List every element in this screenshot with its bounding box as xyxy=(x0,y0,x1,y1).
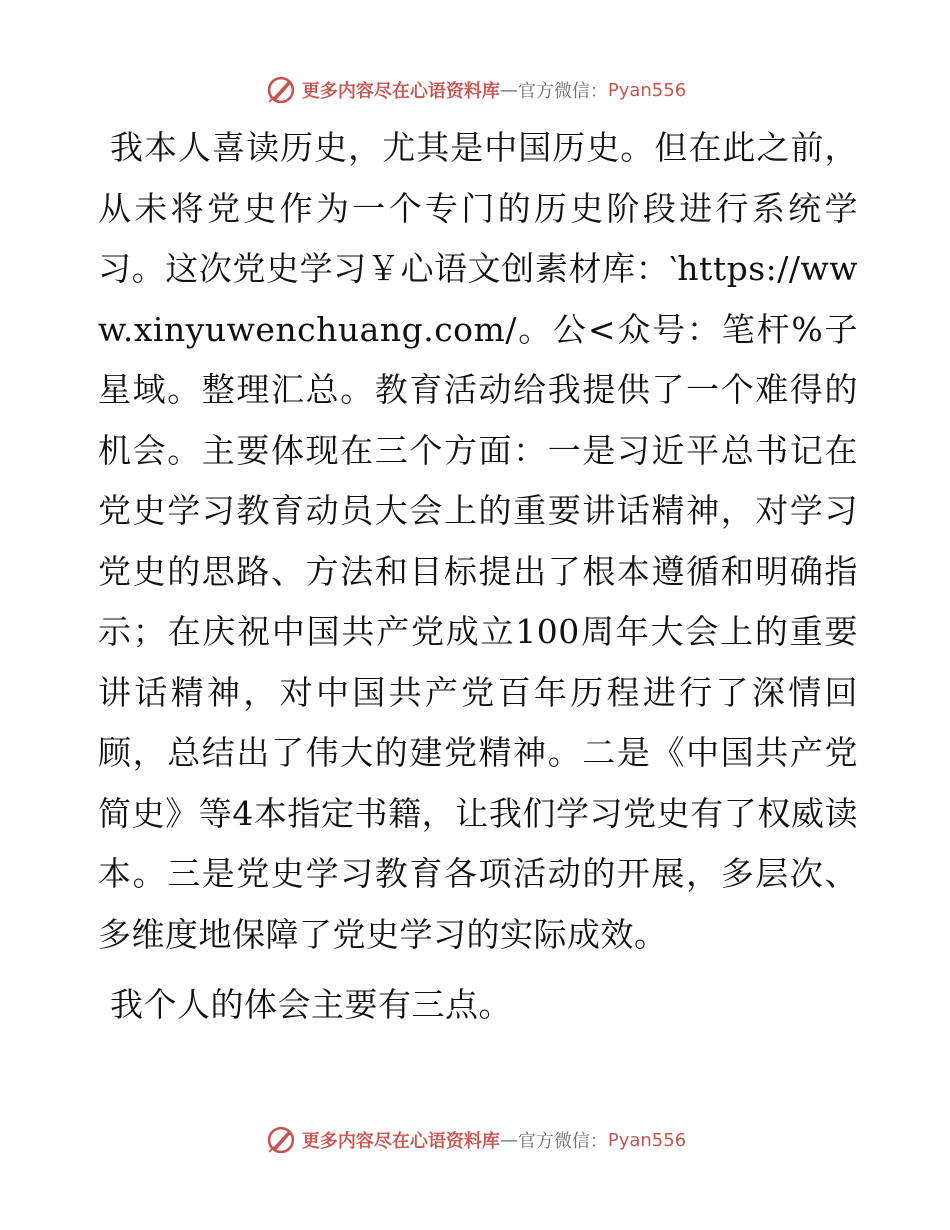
watermark-label: 官方微信： xyxy=(517,1131,608,1152)
header-watermark xyxy=(0,70,950,110)
watermark-wechat-id: Pyan556 xyxy=(607,79,687,101)
watermark-separator: — xyxy=(499,1129,518,1151)
quill-logo-icon xyxy=(264,73,298,107)
quill-logo-icon xyxy=(264,1123,298,1157)
watermark-label: 官方微信： xyxy=(517,81,608,102)
body-paragraph: 我个人的体会主要有三点。 xyxy=(110,985,512,1024)
footer-watermark xyxy=(0,1120,950,1160)
body-paragraph: 我本人喜读历史，尤其是中国历史。但在此之前，从未将党史作为一个专门的历史阶段进行系统学习。这次党史学习￥心语文创素材库：‵https://www.xinyuwenchuang.com/。公<众号：笔杆%子星域。整理汇总。教育活动给我提供了一个难得的机会。主要体现在三个方面：一是习近平总书记在党史学习教育动员大会上的重要讲话精神，对学习党史的思路、方法和目标提出了根本遵循和明确指示；在庆祝中国共产党成立100周年大会上的重要讲话精神，对中国共产党百年历程进行了深情回顾，总结出了伟大的建党精神。二是《中国共产党简史》等4本指定书籍，让我们学习党史有了权威读本。三是党史学习教育各项活动的开展，多层次、多维度地保障了党史学习的实际成效。 xyxy=(98,128,858,954)
watermark-separator: — xyxy=(499,79,518,101)
watermark-wechat-id: Pyan556 xyxy=(607,1129,687,1151)
document-body xyxy=(98,118,858,1036)
watermark-brand: 更多内容尽在心语资料库 xyxy=(301,81,500,102)
watermark-brand: 更多内容尽在心语资料库 xyxy=(301,1131,500,1152)
